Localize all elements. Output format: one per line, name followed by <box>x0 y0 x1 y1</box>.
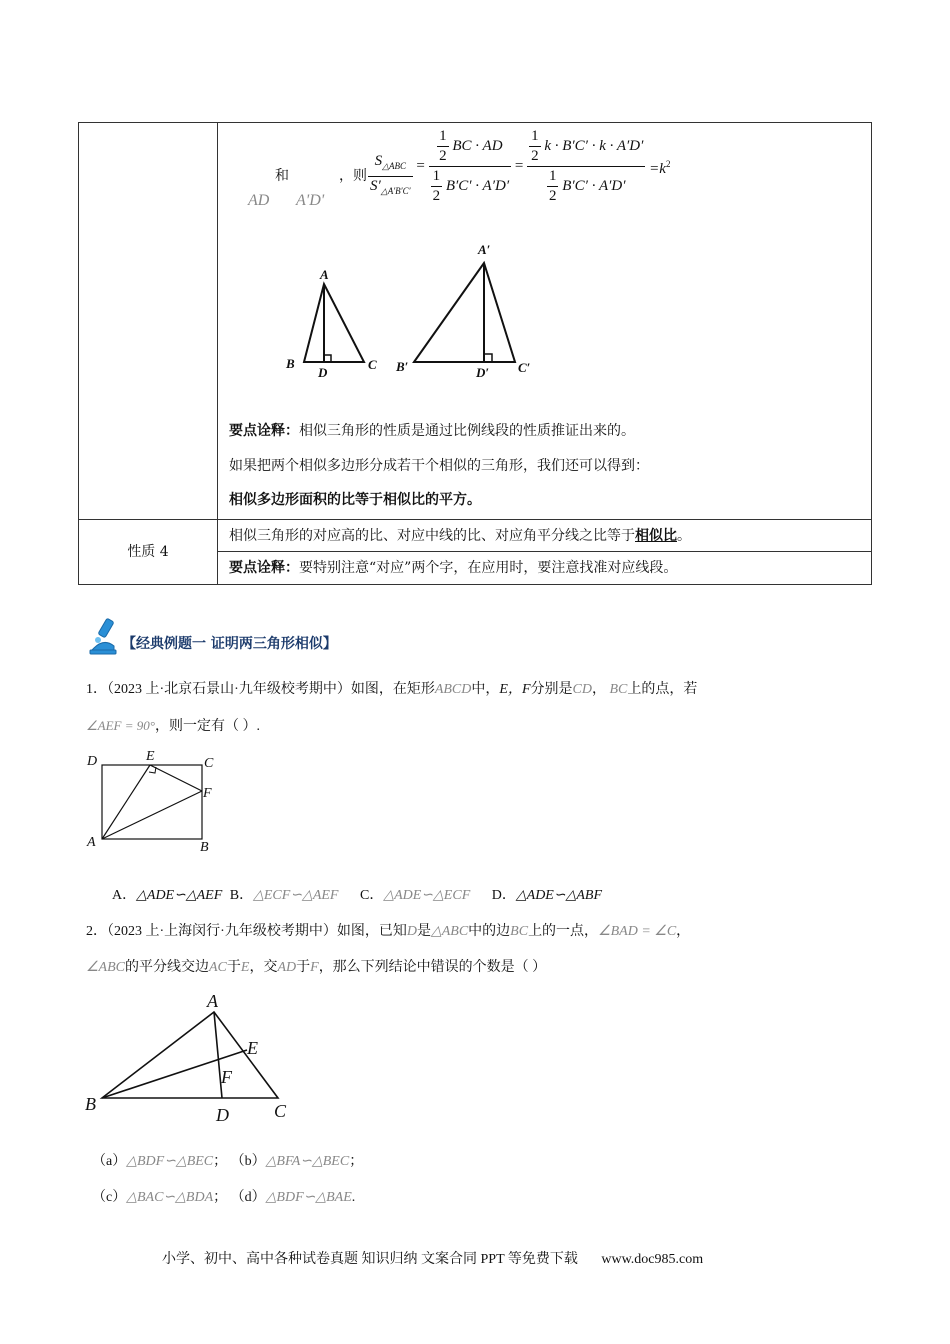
q2-label-e: E <box>247 1038 258 1058</box>
note-1-text: 相似三角形的性质是通过比例线段的性质推证出来的。 <box>299 423 635 439</box>
k-product-fraction: $\frac{1}{2}$ k · B′C′ · k · A′D′ $\frac{1}{2}$ B′C′ · A′D′ <box>527 127 645 206</box>
property4-text-cell <box>218 520 872 552</box>
property4-note-cell <box>218 552 872 585</box>
q1-option-b[interactable]: B．△ECF∽△AEF <box>229 888 339 903</box>
q2-number: 2． <box>86 924 107 939</box>
label-b: B <box>286 356 295 371</box>
q1-angle: ∠AEF = 90° <box>86 718 155 733</box>
q1-number: 1． <box>86 682 107 697</box>
right-angle-mark-dp <box>484 354 492 362</box>
microscope-icon <box>86 616 122 656</box>
q2-item-c: （c）△BAC∽△BDA； <box>92 1190 228 1205</box>
q2-triangle-figure <box>82 990 302 1126</box>
q1-line2: ∠AEF = 90°，则一定有（ ）. <box>86 718 260 734</box>
q1-option-d[interactable]: D．△ADE∽△ABF <box>491 888 603 903</box>
label-apdp: A'D' <box>296 192 325 209</box>
q1-label-d: D <box>87 754 98 769</box>
q2-line1: 2．（2023 上·上海闵行·九年级校考期中）如图，已知D是△ABC中的边BC上的一点，∠BAD = ∠C， <box>86 924 691 939</box>
label-ap: A′ <box>478 242 491 257</box>
q1-options <box>112 886 602 906</box>
q1-label-b: B <box>200 840 209 855</box>
property4-text: 相似三角形的对应高的比、对应中线的比、对应角平分线之比等于相似比。 <box>229 527 691 544</box>
q1-label-a: A <box>87 835 96 850</box>
q2-label-d: D <box>216 1105 229 1125</box>
properties-table <box>78 122 872 585</box>
footer-text: 小学、初中、高中各种试卷真题 知识归纳 文案合同 PPT 等免费下载 <box>162 1252 578 1267</box>
half-product-fraction: $\frac{1}{2}$ BC · AD $\frac{1}{2}$ B′C′ · A′D′ <box>429 127 512 206</box>
area-ratio-fraction: $\frac{S_{\triangle ABC}}{S'_{\triangle A'B'C'}}$ <box>370 153 411 196</box>
label-cp: C′ <box>518 360 531 375</box>
similarity-ratio-term: 相似比 <box>635 527 677 544</box>
footer <box>162 1248 703 1268</box>
label-ad: AD <box>248 192 270 209</box>
q1-label-e: E <box>146 749 155 764</box>
note-1 <box>229 421 635 441</box>
property4-label: 性质 4 <box>127 544 169 560</box>
label-dp: D′ <box>476 365 490 380</box>
q2-items-row1 <box>92 1152 363 1172</box>
q1-label-c: C <box>204 756 214 771</box>
line-2: 如果把两个相似多边形分成若干个相似的三角形，我们还可以得到： <box>229 458 649 474</box>
q1-rectangle-figure <box>82 745 222 857</box>
label-a: A <box>320 267 329 282</box>
q2-label-b: B <box>85 1094 96 1114</box>
row1-label-cell <box>79 123 218 520</box>
section-heading: 【经典例题一 证明两三角形相似】 <box>122 636 337 652</box>
rect-abcd <box>102 765 202 839</box>
q1-option-a[interactable]: A．△ADE∽△AEF <box>112 888 223 903</box>
q2-label-f: F <box>221 1067 232 1087</box>
triangle-abc <box>304 284 364 362</box>
line-3: 相似多边形面积的比等于相似比的平方。 <box>229 492 481 508</box>
row1-content-cell <box>218 123 872 520</box>
note-2: 要点诠释：要特别注意“对应”两个字，在应用时，要注意找准对应线段。 <box>229 560 678 576</box>
q1-line1: 1．（2023 上·北京石景山·九年级校考期中）如图，在矩形ABCD中，E，F分别是CD， BC上的点，若 <box>86 682 698 697</box>
triangle-apbpcp <box>414 263 515 362</box>
q2-label-a: A <box>207 991 218 1011</box>
and-word: 和 <box>275 168 289 184</box>
q2-line2: ∠ABC的平分线交边AC于E，交AD于F，那么下列结论中错误的个数是（ ） <box>86 960 547 975</box>
area-ratio-formula: $\frac{S_{\triangle ABC}}{S'_{\triangle A'B'C'}}$ = $\frac{1}{2}$ BC · AD $\frac{1}{2}$ B′C′ · A′D′ = $\frac{1}{2}$ k · B′C′ · k · A′D′ $\frac{1}{2}$ B′C′ · A′D′ $=k^2$ <box>370 128 671 204</box>
note-1-label: 要点诠释： <box>229 423 299 439</box>
then-word: ，则 <box>339 168 367 184</box>
property4-label-cell <box>79 520 218 585</box>
similar-triangles-figure <box>278 238 558 388</box>
label-d: D <box>318 365 328 380</box>
label-bp: B′ <box>396 359 409 374</box>
label-c: C <box>368 357 377 372</box>
q2-item-b: （b）△BFA∽△BEC； <box>230 1154 364 1169</box>
footer-url[interactable]: www.doc985.com <box>601 1252 704 1267</box>
q2-item-a: （a）△BDF∽△BEC； <box>92 1154 228 1169</box>
q1-option-c[interactable]: C．△ADE∽△ECF <box>359 888 471 903</box>
q2-label-c: C <box>274 1101 287 1121</box>
right-angle-mark-d <box>324 355 331 362</box>
q2-items-row2 <box>92 1188 355 1208</box>
q2-item-d: （d）△BDF∽△BAE. <box>230 1190 356 1205</box>
q1-label-f: F <box>203 786 212 801</box>
